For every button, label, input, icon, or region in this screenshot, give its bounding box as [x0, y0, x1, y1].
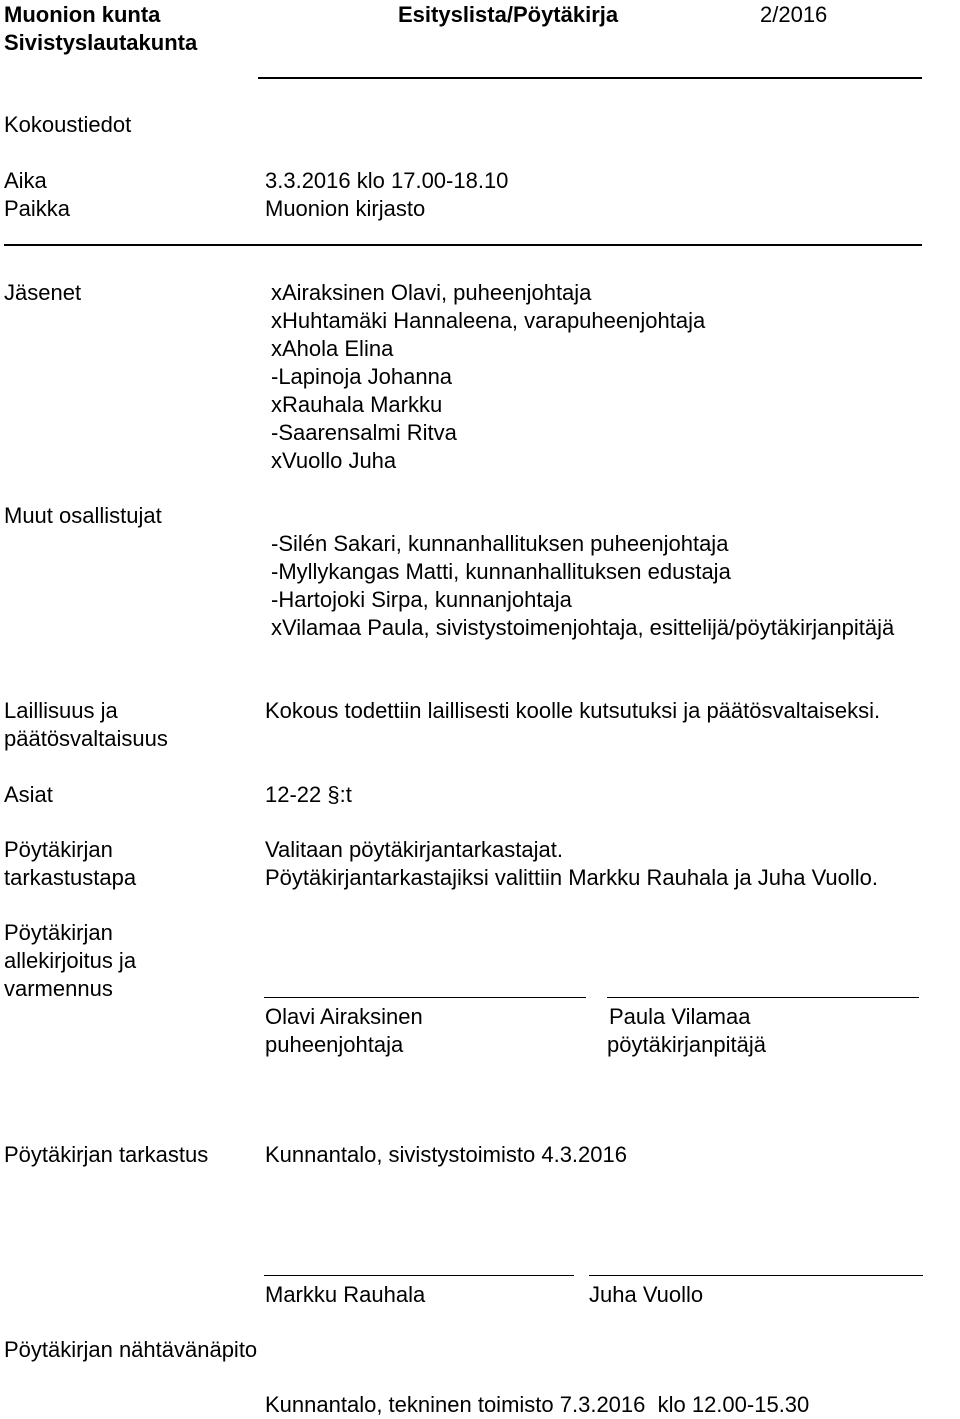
signer-secretary-role: pöytäkirjanpitäjä [607, 1032, 766, 1057]
meeting-section-title: Kokoustiedot [4, 112, 132, 137]
place-label: Paikka [4, 196, 71, 221]
legality-label-line1: Laillisuus ja [4, 698, 118, 723]
meeting-rule [4, 244, 922, 246]
municipality-name: Muonion kunta [4, 2, 161, 27]
member-item: -Saarensalmi Ritva [271, 420, 457, 445]
member-item: xVuollo Juha [271, 448, 397, 473]
reviewer1-name: Markku Rauhala [265, 1282, 426, 1307]
signature-line-chair [264, 997, 586, 998]
display-label: Pöytäkirjan nähtävänäpito [4, 1337, 258, 1362]
signer-chair-role: puheenjohtaja [265, 1032, 404, 1057]
time-label: Aika [4, 168, 47, 193]
signature-line-reviewer1 [264, 1275, 574, 1276]
reviewer2-name: Juha Vuollo [589, 1282, 704, 1307]
review-value: Kunnantalo, sivistystoimisto 4.3.2016 [265, 1142, 627, 1167]
member-item: xAiraksinen Olavi, puheenjohtaja [271, 280, 592, 305]
review-method-label-line1: Pöytäkirjan [4, 837, 113, 862]
document-type: Esityslista/Pöytäkirja [398, 2, 619, 27]
signing-label-line3: varmennus [4, 976, 113, 1001]
legality-label-line2: päätösvaltaisuus [4, 726, 168, 751]
participant-item: -Myllykangas Matti, kunnanhallituksen edustaja [271, 559, 731, 584]
participant-item: -Silén Sakari, kunnanhallituksen puheenjohtaja [271, 531, 729, 556]
review-method-label-line2: tarkastustapa [4, 865, 137, 890]
header-rule [258, 77, 922, 79]
items-label: Asiat [4, 782, 53, 807]
display-value: Kunnantalo, tekninen toimisto 7.3.2016 klo 12.00-15.30 [265, 1392, 810, 1417]
signing-label-line2: allekirjoitus ja [4, 948, 137, 973]
signing-label-line1: Pöytäkirjan [4, 920, 113, 945]
signer-chair-name: Olavi Airaksinen [265, 1004, 423, 1029]
review-method-text-line1: Valitaan pöytäkirjantarkastajat. [265, 837, 563, 862]
others-label: Muut osallistujat [4, 503, 162, 528]
participant-item: -Hartojoki Sirpa, kunnanjohtaja [271, 587, 572, 612]
place-value: Muonion kirjasto [265, 196, 426, 221]
member-item: xRauhala Markku [271, 392, 443, 417]
legality-text: Kokous todettiin laillisesti koolle kutsutuksi ja päätösvaltaiseksi. [265, 698, 881, 723]
review-method-text-line2: Pöytäkirjantarkastajiksi valittiin Markku Rauhala ja Juha Vuollo. [265, 865, 879, 890]
members-label: Jäsenet [4, 280, 82, 305]
signature-line-secretary [607, 997, 919, 998]
board-name: Sivistyslautakunta [4, 30, 198, 55]
signature-line-reviewer2 [589, 1275, 923, 1276]
participant-item: xVilamaa Paula, sivistystoimenjohtaja, esittelijä/pöytäkirjanpitäjä [271, 615, 895, 640]
review-label: Pöytäkirjan tarkastus [4, 1142, 209, 1167]
member-item: xHuhtamäki Hannaleena, varapuheenjohtaja [271, 308, 706, 333]
member-item: -Lapinoja Johanna [271, 364, 453, 389]
signer-secretary-name: Paula Vilamaa [609, 1004, 751, 1029]
time-value: 3.3.2016 klo 17.00-18.10 [265, 168, 509, 193]
items-value: 12-22 §:t [265, 782, 352, 807]
document-number: 2/2016 [760, 2, 828, 27]
member-item: xAhola Elina [271, 336, 394, 361]
